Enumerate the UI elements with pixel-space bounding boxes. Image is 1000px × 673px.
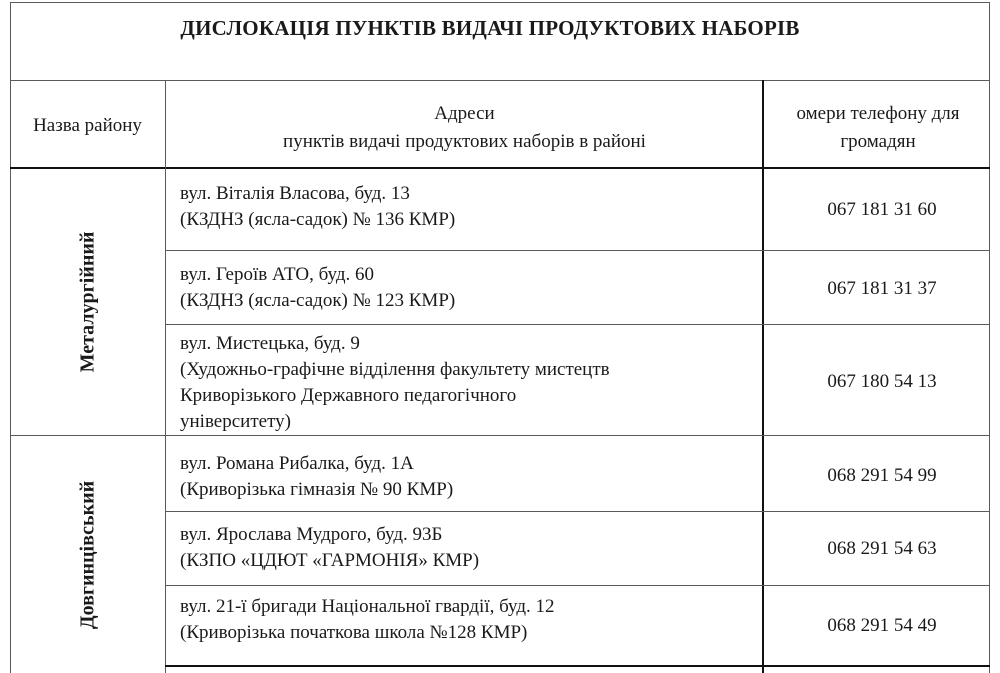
header-phone-line1: омери телефону для — [796, 103, 960, 124]
district-name: Металургійний — [76, 231, 98, 373]
address-cell — [180, 451, 760, 503]
row-divider — [165, 585, 990, 586]
phone-number: 067 180 54 13 — [827, 371, 937, 392]
address-line: вул. Мистецька, буд. 9 — [180, 333, 360, 354]
header-district-label: Назва району — [33, 115, 142, 136]
phone-number: 068 291 54 49 — [827, 615, 937, 636]
header-district — [10, 112, 165, 140]
address-line: (Криворізька гімназія № 90 КМР) — [180, 479, 454, 500]
header-phone-line2: громадян — [840, 131, 916, 152]
title-divider — [10, 80, 990, 81]
address-line: (КЗПО «ЦДЮТ «ГАРМОНІЯ» КМР) — [180, 550, 480, 571]
address-cell — [180, 262, 760, 314]
address-line: вул. Романа Рибалка, буд. 1А — [180, 453, 414, 474]
address-line: вул. Ярослава Мудрого, буд. 93Б — [180, 524, 443, 545]
district-name: Довгинцівський — [76, 480, 98, 629]
row-divider — [165, 665, 990, 667]
address-line: (Художньо-графічне відділення факультету мистецтв — [180, 359, 610, 380]
phone-number: 068 291 54 63 — [827, 538, 937, 559]
row-divider — [165, 511, 990, 512]
address-cell — [180, 331, 760, 435]
address-line: вул. Героїв АТО, буд. 60 — [180, 264, 374, 285]
address-line: вул. 21-ї бригади Національної гвардії, буд. 12 — [180, 596, 555, 617]
page-title: ДИСЛОКАЦІЯ ПУНКТІВ ВИДАЧІ ПРОДУКТОВИХ НАБОРІВ — [180, 16, 800, 40]
address-line: (КЗДНЗ (ясла-садок) № 123 КМР) — [180, 290, 456, 311]
phone-number: 067 181 31 60 — [827, 199, 937, 220]
phone-number: 068 291 54 99 — [827, 465, 937, 486]
address-cell — [180, 594, 760, 646]
header-phone — [764, 100, 1000, 156]
address-cell — [180, 181, 760, 233]
header-address-line2: пунктів видачі продуктових наборів в районі — [283, 131, 646, 152]
header-address-line1: Адреси — [434, 103, 495, 124]
phone-number: 067 181 31 37 — [827, 278, 937, 299]
district-cell-metalurhiinyi — [10, 169, 165, 435]
address-line: (КЗДНЗ (ясла-садок) № 136 КМР) — [180, 209, 456, 230]
row-divider — [165, 324, 990, 325]
row-divider — [165, 250, 990, 251]
address-line: вул. Віталія Власова, буд. 13 — [180, 183, 410, 204]
address-line: (Криворізька початкова школа №128 КМР) — [180, 622, 528, 643]
district-cell-dovhyntsivskyi — [10, 436, 165, 673]
header-address — [168, 100, 761, 156]
address-cell — [180, 522, 760, 574]
address-line: університету) — [180, 411, 291, 432]
address-line: Криворізького Державного педагогічного — [180, 385, 517, 406]
table-border-top — [10, 2, 990, 3]
